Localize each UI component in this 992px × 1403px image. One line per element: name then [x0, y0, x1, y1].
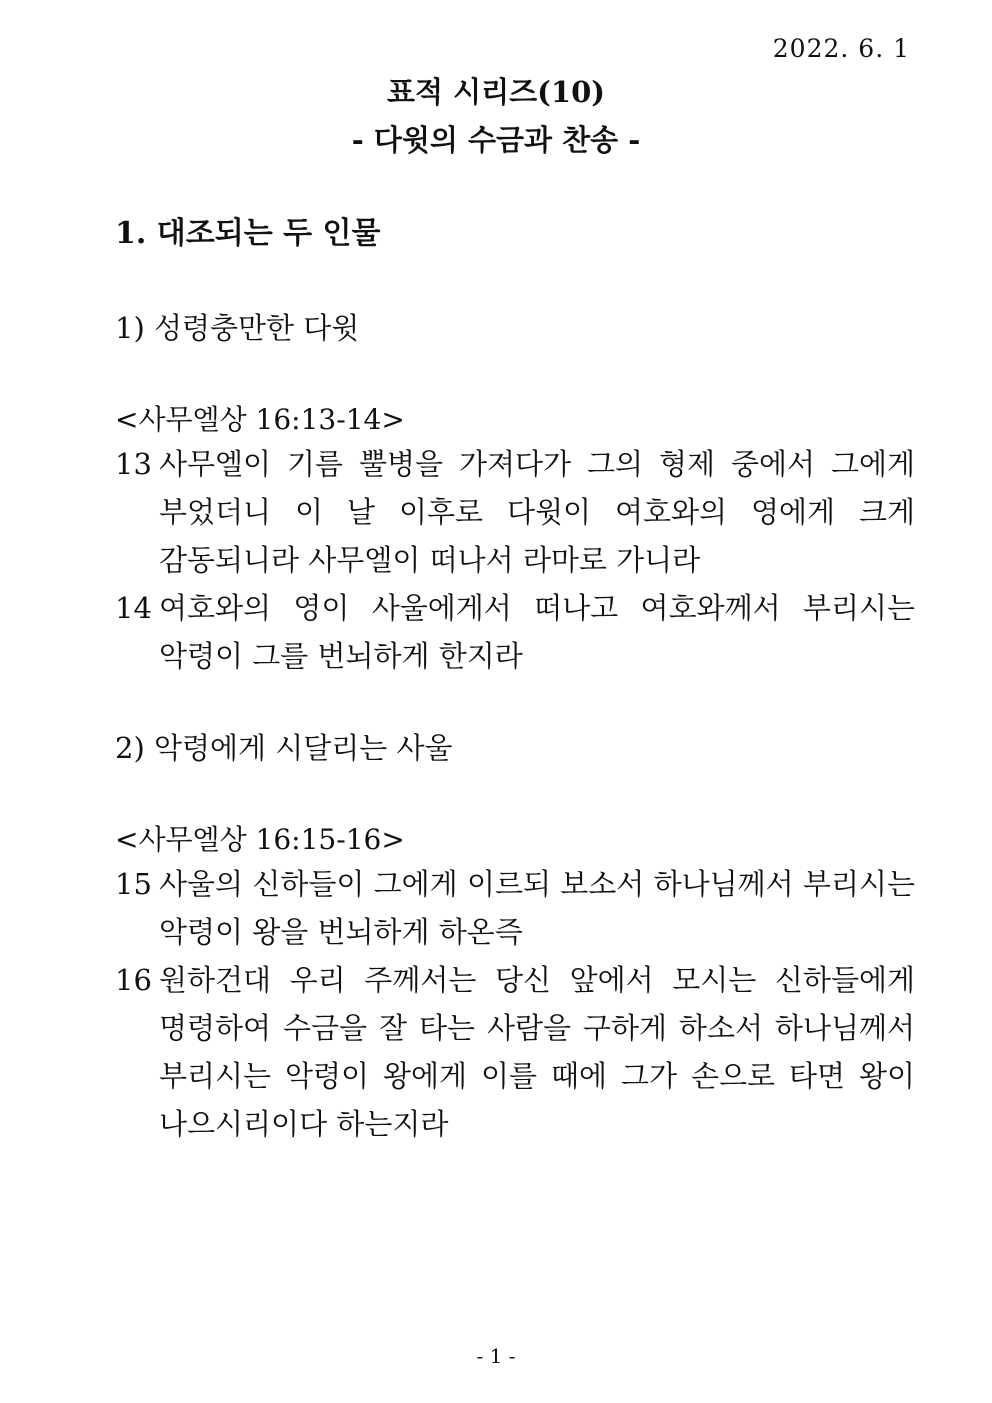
document-date: 2022. 6. 1	[772, 34, 910, 63]
verse-text: 원하건대 우리 주께서는 당신 앞에서 모시는 신하들에게 명령하여 수금을 잘 타는 사람을 구하게 하소서 하나님께서 부리시는 악령이 왕에게 이를 때에 그가 손으로 타면 왕이 나으시리이다 하는지라	[159, 963, 915, 1141]
document-body	[115, 212, 915, 1148]
verse-16	[115, 956, 915, 1148]
verse-text: 여호와의 영이 사울에게서 떠나고 여호와께서 부리시는 악령이 그를 번뇌하게 한지라	[159, 591, 915, 673]
verse-15	[115, 860, 915, 956]
scripture-reference-1: <사무엘상 16:13-14>	[115, 403, 405, 436]
verse-13	[115, 440, 915, 584]
page-number: - 1 -	[476, 1344, 516, 1368]
subsection-heading-1: 1) 성령충만한 다윗	[115, 311, 360, 345]
verse-text: 사무엘이 기름 뿔병을 가져다가 그의 형제 중에서 그에게 부었더니 이 날 이후로 다윗이 여호와의 영에게 크게 감동되니라 사무엘이 떠나서 라마로 가니라	[159, 447, 915, 577]
subsection-heading-2: 2) 악령에게 시달리는 사울	[115, 731, 453, 765]
verse-number: 13	[115, 447, 152, 481]
verse-14	[115, 584, 915, 680]
document-subtitle: - 다윗의 수금과 찬송 -	[351, 123, 641, 157]
verse-number: 14	[115, 591, 152, 625]
verse-text: 사울의 신하들이 그에게 이르되 보소서 하나님께서 부리시는 악령이 왕을 번뇌하게 하온즉	[159, 867, 915, 949]
document-title: 표적 시리즈(10)	[387, 75, 605, 109]
verse-number: 16	[115, 963, 152, 997]
verse-number: 15	[115, 867, 152, 901]
scripture-reference-2: <사무엘상 16:15-16>	[115, 823, 405, 856]
section-heading: 1. 대조되는 두 인물	[115, 216, 381, 251]
